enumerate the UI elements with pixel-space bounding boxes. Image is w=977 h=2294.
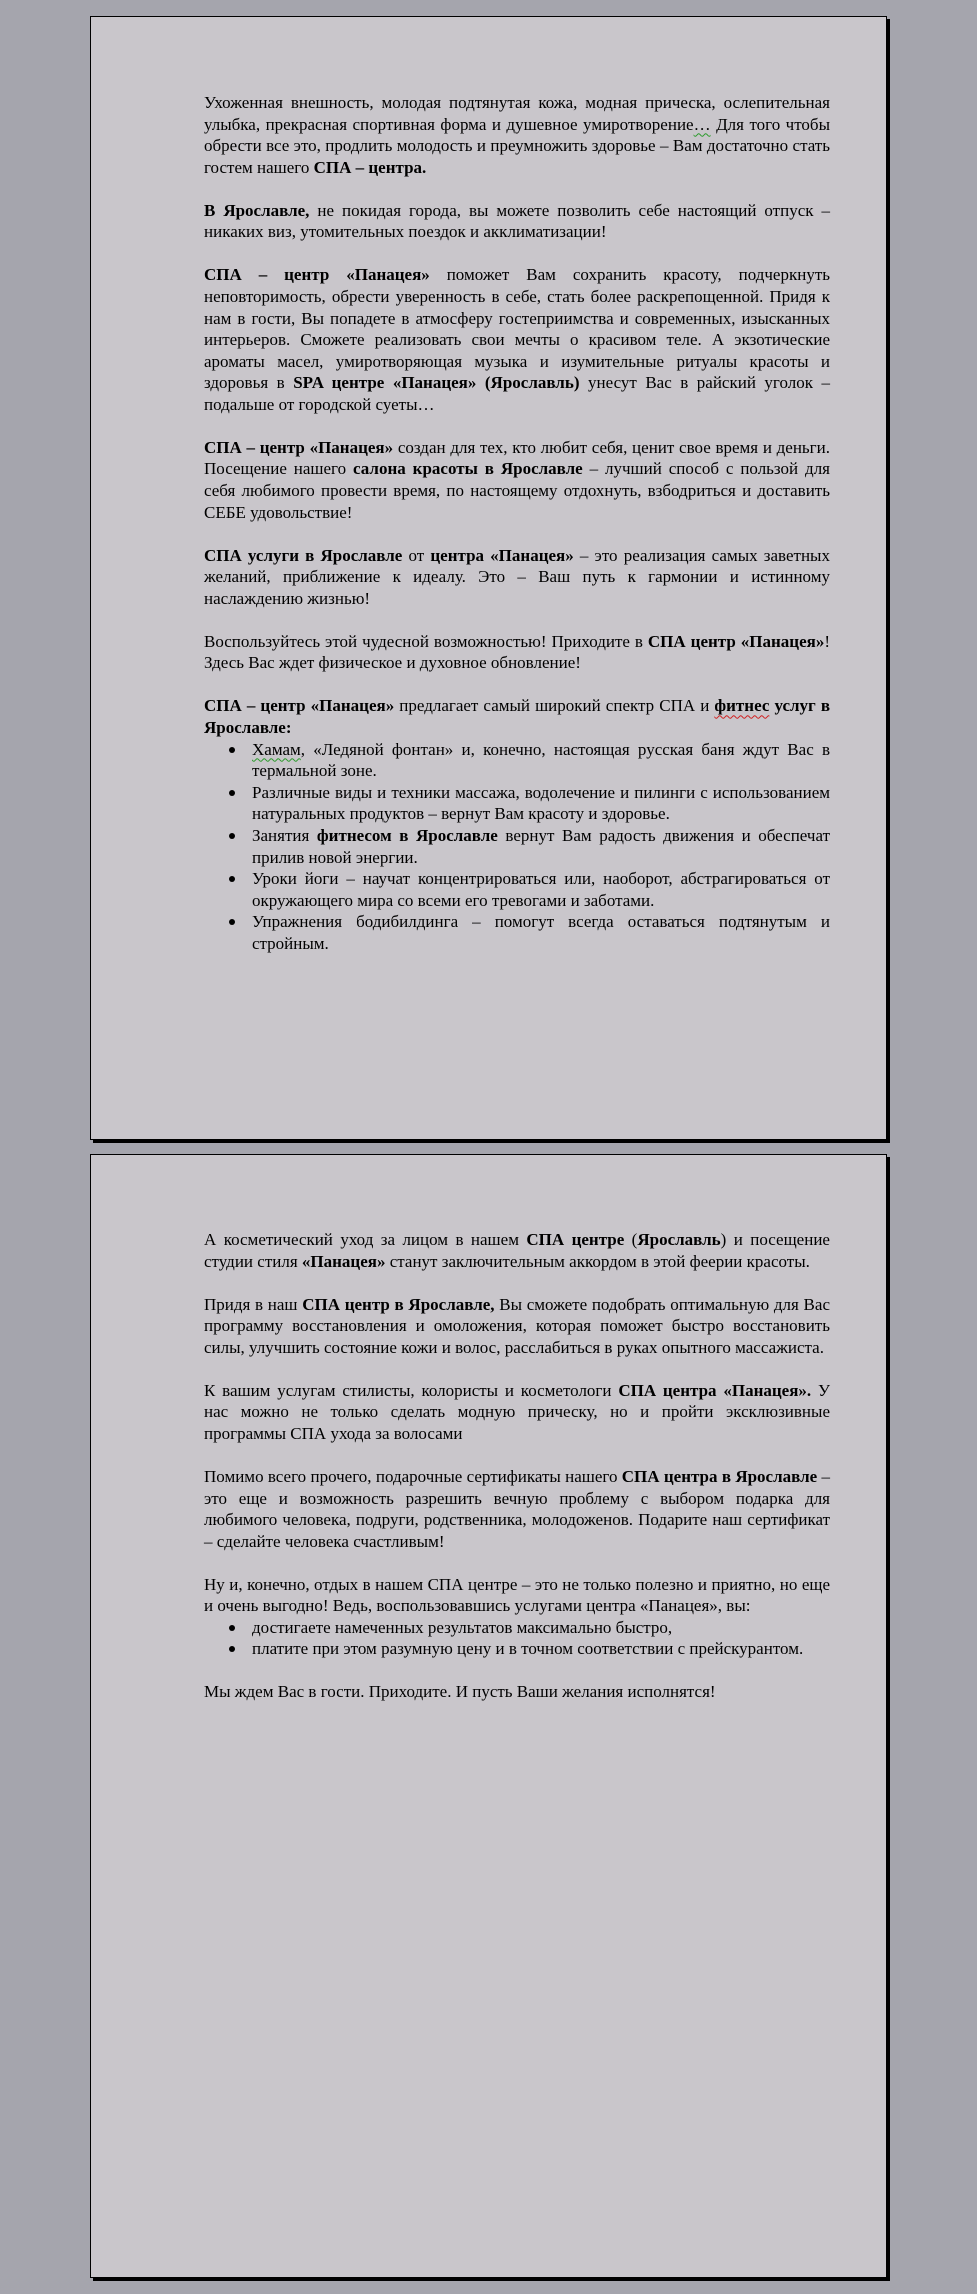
bold-run: центра «Панацея» <box>430 545 574 565</box>
paragraph-face-care <box>204 1229 830 1272</box>
page-1-text-body <box>204 92 830 976</box>
text-run: Мы ждем Вас в гости. Приходите. И пусть Ваши желания исполнятся! <box>204 1682 716 1702</box>
text-run: Занятия <box>252 825 317 845</box>
bold-run: СПА центре <box>526 1230 625 1249</box>
benefits-list <box>204 1617 830 1660</box>
text-run: вернут Вам радость движения и обеспечат прилив новой энергии. <box>252 825 831 867</box>
bold-run: СПА центра «Панацея». <box>618 1380 812 1400</box>
text-run: – это реализация самых заветных желаний, приближение к идеалу. Это – Ваш путь к гармонии и истинному наслаждению жизнью! <box>204 545 830 608</box>
text-run: – лучший способ с пользой для себя любимого провести время, по настоящему отдохнуть, взбодриться и доставить СЕБЕ удовольствие! <box>204 459 831 522</box>
text-run: создан для тех, кто любит себя, ценит свое время и деньги. Посещение нашего <box>204 437 831 479</box>
text-run: достигаете намеченных результатов максимально быстро, <box>252 1617 673 1637</box>
services-list <box>204 739 830 955</box>
text-run: К вашим услугам стилисты, колористы и косметологи <box>204 1380 619 1400</box>
text-run: станут заключительным аккордом в этой феерии красоты. <box>385 1251 810 1271</box>
paragraph-invitation <box>204 631 830 674</box>
grammar-marked-word: Хамам <box>252 739 301 759</box>
text-run: Различные виды и техники массажа, водолечение и пилинги с использованием натуральных продуктов – вернут Вам красоту и здоровье. <box>252 782 830 824</box>
paragraph-yaroslavl <box>204 200 830 243</box>
bold-run: СПА центр «Панацея» <box>647 631 825 651</box>
text-run: У нас можно не только сделать модную прическу, но и пройти эксклюзивные программы СПА ухода за волосами <box>204 1380 830 1443</box>
list-item <box>252 911 830 954</box>
text-run: Воспользуйтесь этой чудесной возможностью! Приходите в <box>204 631 648 651</box>
text-run: унесут Вас в райский уголок – подальше от городской суеты… <box>204 373 831 414</box>
text-run: – это еще и возможность разрешить вечную проблему с выбором подарка для любимого человека, подруги, родственника, молодоженов. Подарите наш сертификат – сделайте человека счастливым! <box>204 1466 831 1551</box>
text-run: Упражнения бодибилдинга – помогут всегда оставаться подтянутым и стройным. <box>252 912 830 953</box>
text-run: поможет Вам сохранить красоту, подчеркнуть неповторимость, обрести уверенность в себе, стать более раскрепощенной. Придя к нам в гости, Вы попадете в атмосферу гостеприимства и современных, изысканных интерьеров. Сможете реализовать свои мечты о красивом теле. А экзотические ароматы масел, умиротворяющая музыка и изумительные ритуалы красоты и здоровья в <box>204 265 831 393</box>
document-page-1 <box>90 16 887 1140</box>
spell-marked-word: фитнес <box>714 696 770 716</box>
bold-run: СПА центр в Ярославле, <box>302 1294 495 1314</box>
paragraph-benefits-intro <box>204 1574 830 1617</box>
paragraph-salon <box>204 437 830 523</box>
list-item <box>252 868 830 911</box>
paragraph-center-beauty <box>204 264 830 415</box>
page-2-text-body <box>204 1229 830 1724</box>
list-item <box>252 782 830 825</box>
bold-run: СПА – центра. <box>313 157 427 177</box>
text-run: платите при этом разумную цену и в точном соответствии с прейскурантом. <box>252 1639 804 1659</box>
paragraph-services-intro <box>204 695 830 738</box>
text-run: Ну и, конечно, отдых в нашем СПА центре – это не только полезно и приятно, но еще и очень выгодно! Ведь, воспользовавшись услугами центра «Панацея», вы: <box>204 1574 830 1616</box>
text-run: Помимо всего прочего, подарочные сертификаты нашего <box>204 1466 622 1486</box>
paragraph-program <box>204 1294 830 1359</box>
paragraph-services <box>204 545 830 610</box>
paragraph-certificates <box>204 1466 830 1552</box>
bold-run: Ярославль <box>637 1230 721 1249</box>
list-item <box>252 739 830 782</box>
bold-run: СПА – центр «Панацея» <box>204 265 430 285</box>
text-run: не покидая города, вы можете позволить себе настоящий отпуск – никаких виз, утомительных поездок и акклиматизации! <box>204 200 830 242</box>
bold-run: SPA центре «Панацея» (Ярославль) <box>293 373 580 393</box>
bold-run: салона красоты в Ярославле <box>353 459 583 479</box>
grammar-marked-ellipsis: … <box>693 114 711 134</box>
text-run: Ухоженная внешность, молодая подтянутая кожа, модная прическа, ослепительная улыбка, прекрасная спортивная форма и душевное умиротворение <box>204 93 830 134</box>
list-item <box>252 1617 830 1639</box>
text-run: ! Здесь Вас ждет физическое и духовное обновление! <box>204 631 830 673</box>
bold-run: СПА – центр «Панацея» <box>204 696 395 716</box>
text-run: Для того чтобы обрести все это, продлить молодость и преумножить здоровье – Вам достаточно стать гостем нашего <box>204 114 831 177</box>
text-run: от <box>402 545 431 565</box>
bold-run: услуг в Ярославле: <box>204 696 830 737</box>
bold-run: В Ярославле, <box>204 200 310 220</box>
paragraph-intro <box>204 92 830 178</box>
bold-run: фитнесом в Ярославле <box>316 825 498 845</box>
list-item <box>252 825 830 868</box>
paragraph-closing <box>204 1681 830 1703</box>
text-run: Уроки йоги – научат концентрироваться или, наоборот, абстрагироваться от окружающего мира со всеми его тревогами и заботами. <box>252 869 830 910</box>
text-run: ( <box>624 1230 638 1249</box>
paragraph-stylists <box>204 1380 830 1445</box>
text-run: предлагает самый широкий спектр СПА и <box>394 696 715 716</box>
bold-run: СПА центра в Ярославле <box>621 1466 818 1486</box>
bold-run: СПА – центр «Панацея» <box>204 437 394 457</box>
list-item <box>252 1638 830 1660</box>
text-run: Вы сможете подобрать оптимальную для Вас программу восстановления и омоложения, которая поможет быстро восстановить силы, улучшить состояние кожи и волос, расслабиться в руках опытного массажиста. <box>204 1294 830 1357</box>
text-run: ) и посещение студии стиля <box>204 1230 830 1271</box>
text-run: А косметический уход за лицом в нашем <box>204 1230 527 1249</box>
text-run: Придя в наш <box>204 1294 303 1314</box>
bold-run: СПА услуги в Ярославле <box>204 545 403 565</box>
bold-run: «Панацея» <box>301 1251 386 1271</box>
document-page-2 <box>90 1154 887 2278</box>
text-run: , «Ледяной фонтан» и, конечно, настоящая русская баня ждут Вас в термальной зоне. <box>252 739 830 781</box>
